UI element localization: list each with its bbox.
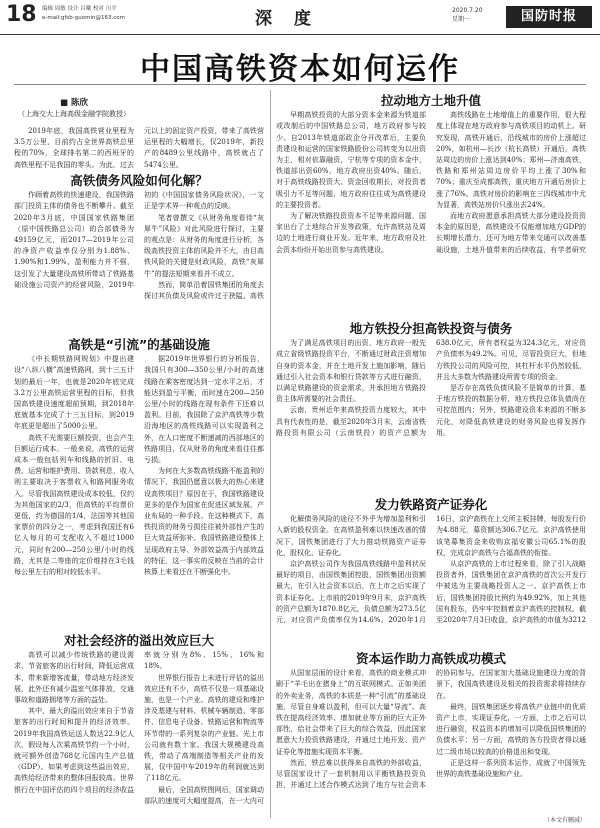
- section-heading: 高铁是“引流”的基础设施: [68, 337, 210, 352]
- section-paragraph: 为何在大多数高铁线路不能盈利的情况下，我国仍愿意以极大的热心来建设高铁项目？原因在于，我国铁路建设更多的是作为国家在促进区域发展、产业布局的一种手段。在这种模式下，高铁投资的财务亏损往往被外部性产生的巨大效益所弥补。我国铁路建设整体上呈现政府主导、外部效益高于内部效益的特征，这一事实的反映在当前的会计核算上来看还在不断强化中。: [144, 467, 264, 577]
- section-paragraph: 据2019年世界银行的分析报告，我国只有300—350公里/小时的高速线路在乘客密度达到一定水平之后，才能达到盈亏平衡，而时速在200—250公里/小时的线路在现有条件下还难以盈利。目前，我国除了京沪高铁等少数沿海地区的高铁线路可以实现盈利之外，在人口密度不断递减的西部地区的铁路项目，仅从财务的角度来看往往都亏损。: [144, 355, 264, 465]
- section-heading: 拉动地方土地升值: [380, 93, 481, 108]
- section-paragraph: 京沪高铁公司作为我国高铁线路中盈利状况最好的项目，由国铁集团控股，国铁集团出资额最大，在引入社会资本以后，在上市之后实现了资本证券化。上市前的2019年9月末，京沪高铁的资产总额为1870.8亿元，负债总额为273.5亿元，对应资产负债率仅为14.6%。2020年1月16日，京沪高铁在上交所主板挂牌，每股发行价为4.88元，募资额达306.7亿元。京沪高铁使用该笔募集资金来收购京福安徽公司65.1%的股权，完成京沪高铁与合福高铁的衔接。: [276, 515, 586, 625]
- section-paragraph: 而地方政府愿意承担高铁大部分建设投资资本金的原因是，高铁建设不仅能增加地方GDP的长期增长潜力，还可为地方带来交通可以改善基础设施，土地升值带来的后续收益，有学者研究: [436, 212, 586, 254]
- section-paragraph: 高铁不光需要巨额投资，也会产生巨额运行成本。一般来说，高铁的运营成本一般包括列车和线路的折旧、电费、运营和维护费用、贷款利息，收入则主要取决于客票收入和路网服务收入。尽管我国高铁建设成本较低，仅约为其他国家的2/3，但高铁的平均票价更低，约为德国的1/4，法国等其他国家票价的四分之一，考虑到我国还有6亿人每月的可支配收入不超过1000元，同时有200—250公里/小时的线路，尤其是二等座的定价维持在3毛钱每公里左右的相对较低水平。: [14, 433, 134, 577]
- section-paragraph: 作顾着高铁的快速建设，我国铁路部门投资主体的债务也不断攀升。截至2020年3月底，中国国家铁路集团（原中国铁路总公司）的合部债务为49159亿元，而2017—2019年公司的净资产收益率仅分别为1.88%、1.90%和1.99%。盈利能力并不强，这引发了大量建设高铁所带动了铁路基础设施公司资产的经营风险，2019年初的《中国国家债务风险状况》，一文正是学术界一种观点的反映。: [14, 191, 264, 289]
- intro-paragraph: 2019年底，我国高铁营业里程为3.5万公里，目前约占全世界高铁总里程的70%，全球排名第二的西班牙的高铁里程不足我国的零头。为此，过去 元以上的固定资产投资，带来了高铁营运里程的大幅增长，仅2019年，新投产的8489公里线路中，高铁就占了5474公里。: [14, 127, 264, 168]
- title-rule: [14, 84, 586, 85]
- section-6: [276, 494, 586, 644]
- section-3: [14, 630, 264, 818]
- section-4: [276, 90, 586, 270]
- page-number: 18: [6, 2, 37, 27]
- section-paragraph: 正是这样一系列资本运作，成就了中国领先世界的高铁基础设施和产业。: [436, 758, 586, 779]
- section-title: 深 度: [255, 9, 319, 29]
- section-paragraph: 从国家层面的设计来看，高铁的商业模式冲刷于“羊毛出在猪身上”的互联网模式。正如美团的外卖业务，高铁的本质是一种“引流”的基础设施，尽管自身难以盈利，但可以大量“导流”。高铁在提高经济效率、增加就业等方面的巨大正外部性，给社会带来了巨大的综合效益，因此国家愿意大力投资铁路建设，并通过土地开发、资产证券化等措施实现资本平衡。: [276, 669, 426, 756]
- newspaper-logo: 国防时报: [506, 6, 592, 28]
- section-paragraph: 云南，贵州近年来高铁投资力度较大，其中具有代表性的是，截至2020年3月末，云南省铁路投资有限公司（云南铁投）的资产总额为638.0亿元，所有者权益为324.3亿元，对应资产负债率为49.2%。可见，尽管投资巨大，但地方铁投公司的风险可控，其杠杆水平仍然较低，并且大多数为铁路建设所需专项的资金。: [276, 339, 586, 437]
- date-info: [452, 6, 483, 24]
- section-paragraph: 高铁线路在土地增值上的重要作用，很大程度上体现在地方政府参与高铁项目的动机上。研究发现，高铁开通后，沿线城市的房价上涨超过20%，如杭州—长沙（杭长高铁）开通后，高铁站周边的房价上涨达到40%；郑州—济南高铁，铁路和郑州站周边房价平均上涨了30%和70%；重庆至成都高铁，重庆地方开通后房价上涨了76%。高铁对房价的影响在三四线城市中尤为显著，高铁站房价只涨出去24%。: [436, 111, 586, 209]
- editor-credits: [42, 5, 125, 23]
- section-heading: 地方铁投分担高铁投资与债务: [349, 321, 513, 336]
- section-paragraph: 其中，最大的溢出效应来自于节省旅客的出行时间和提升的经济效率。2019年我国高铁运送人数达22.9亿人次，假设每人次乘高铁节约一个小时，就可额外创造768亿元国内生产总值（GDP）。如果考虑到这些溢出效应，高铁给经济带来的整体回报较高。世界银行在中国评估的四个项目的经济收益率就分别为8%、15%、16%和18%。: [14, 651, 264, 794]
- section-1: [14, 170, 264, 320]
- section-paragraph: 笔者曾撰文《从财务角度看待“灰犀牛”风险》对此风险进行探讨，主要的观点是：从财务的角度进行分析，各级高铁投资主体的风险并不大，由目高铁风险的关键是财政风险，高铁“灰犀牛”的提法短期来看并不成立。: [144, 213, 264, 278]
- section-paragraph: 化解债务风险的途径不外乎为增加盈利和引入新的股权资金。在高铁盈利难以快速改善的情况下，国铁集团进行了大力推动铁路资产证券化，股权化、证券化。: [276, 515, 426, 557]
- page-header: [0, 0, 600, 35]
- issue-date: 2020.7.20: [452, 7, 483, 14]
- section-paragraph: 高铁可以减少传统铁路的建设需求，节省旅客的出行时间，降低运营成本，带来新增客流量，带动地方经济发展，此外还有减少温室气体排放，交通事故和道路拥堵等方面的益处。: [14, 651, 134, 705]
- article-footnote: （本文有删减）: [543, 817, 586, 824]
- section-paragraph: 然而，铁总难以获得来自高铁的外部收益，尽管国家设计了一套机制用以平衡铁路投资负担，并通过上述合作模式达到了地方与社会资本的协同参与。在国家加大基础设施建设力度的背景下，我国高铁建设及相关的投资需求将持续存在。: [276, 669, 586, 790]
- author-affiliation: （上海交大上海高级金融学院教授）: [18, 110, 130, 119]
- section-paragraph: 最终，国铁集团逐步将高铁产业链中的优质资产上市，实现证券化，一方面，上市之后可以进行融资，权益资本的增加可以降低国铁集团的负债水平；另一方面，高铁的各方投资者得以通过二级市场以较高的价格退出和变现。: [436, 702, 586, 756]
- section-7: [276, 648, 586, 818]
- section-heading: 高铁债务风险如何化解？: [70, 173, 208, 188]
- section-heading: 对社会经济的溢出效应巨大: [63, 633, 214, 648]
- intro-block: [14, 126, 264, 168]
- section-heading: 资本运作助力高铁成功模式: [355, 651, 506, 666]
- section-heading: 发力铁路资产证券化: [374, 497, 488, 512]
- section-5: [276, 318, 586, 468]
- author-name: ■ 陈欣: [60, 98, 88, 108]
- section-paragraph: 是否存在高铁负债风险不是简单的计算，基于地方铁投的数据分析，地方铁投总体负债尚在可控范围内；另外，铁路建设资本来源的不断多元化，对降低高铁建设的财务风险也将发挥作用。: [436, 384, 586, 437]
- article-title: 中国高铁资本如何运作: [140, 52, 460, 87]
- editor-names: 编辑 周敏 设计 吕曦 校对 川平: [42, 6, 117, 12]
- issue-weekday: 星期一: [452, 16, 471, 23]
- section-paragraph: 最后，全国高铁图网后，国家调动部队的速度可大幅度提高，在一大内可: [144, 785, 264, 805]
- section-paragraph: 《中长期铁路网规划》中提出建设“八纵八横”高速铁路网，到十三五计划的最后一年，也就是2020年底完成3.2万公里高铁运营里程的目标，但我国高铁建设速度超前预期，到2018年底就基本完成了十三五目标，到2019年底更是超出了5000公里。: [14, 355, 134, 431]
- section-paragraph: 早期高铁投资的大部分资本金来源为铁道部或改制后的中国铁路总公司，地方政府参与较少。自2013年铁道部政企分开改革后，主要负责建设和运营的国家铁路股份公司转变为以出资为主，相对依靠融资，宁杭等专项的资本金中，铁道部出资60%，地方政府出资40%。随后，对于高铁线路投资大、资金回收期长，对投资者吸引力不足等问题，地方政府往往成为高铁建设的主要投资者。: [276, 111, 426, 209]
- column-divider: [270, 90, 271, 818]
- editor-email: e-mail:gfsb-guomin@163.com: [42, 15, 125, 21]
- section-2: [14, 334, 264, 634]
- section-paragraph: 从京沪高铁的上市过程来看，除了引入战略投资者外，国铁集团在京沪高铁的首次公开发行中被选为主要战略投资人之一。京沪高铁上市后，国铁集团持股比例约为49.92%，加上其他国有股东，仍牢牢控制着京沪高铁的控制权。截至2020年7月3日收盘，京沪高铁的市值为3212: [436, 560, 586, 625]
- section-paragraph: 世界银行报告上未进行评估的溢出效应还有不少，高铁不仅是一项基础设施，也是一个产业。高铁的建设和维护涉及基建与材料、机械车辆制造、零部件、信息电子设备、铁路运营和物流等环节带的一系列复杂的产业链。光上市公司就有数十家。我国大规模建设高铁，带动了高端制造等相关产业的发展，仅中国中车2019年的利润就达到了118亿元。: [144, 673, 264, 783]
- section-paragraph: 为了解决铁路投资资本不足等来源问题，国家出台了土地综合开发等政策，允许高铁站及周边的土地进行商业开发。近年来，地方政府及社会资本纷纷开始出资参与高铁建设。: [276, 212, 426, 254]
- section-paragraph: 然而，简单沿着国铁集团的角度去探讨其负债及风险或许过于狭隘。高铁: [144, 280, 264, 301]
- section-paragraph: 为了满足高铁项目的出资，地方政府一般先成立省级铁路投资平台，不断通过财政注资增加自身的资本金，并在土地开发上施加影响，随后通过引入社会资本和银行贷款等方式进行融资，以满足铁路建设的资金需求，并承担地方铁路投资主体所需要的社会责任。: [276, 339, 426, 404]
